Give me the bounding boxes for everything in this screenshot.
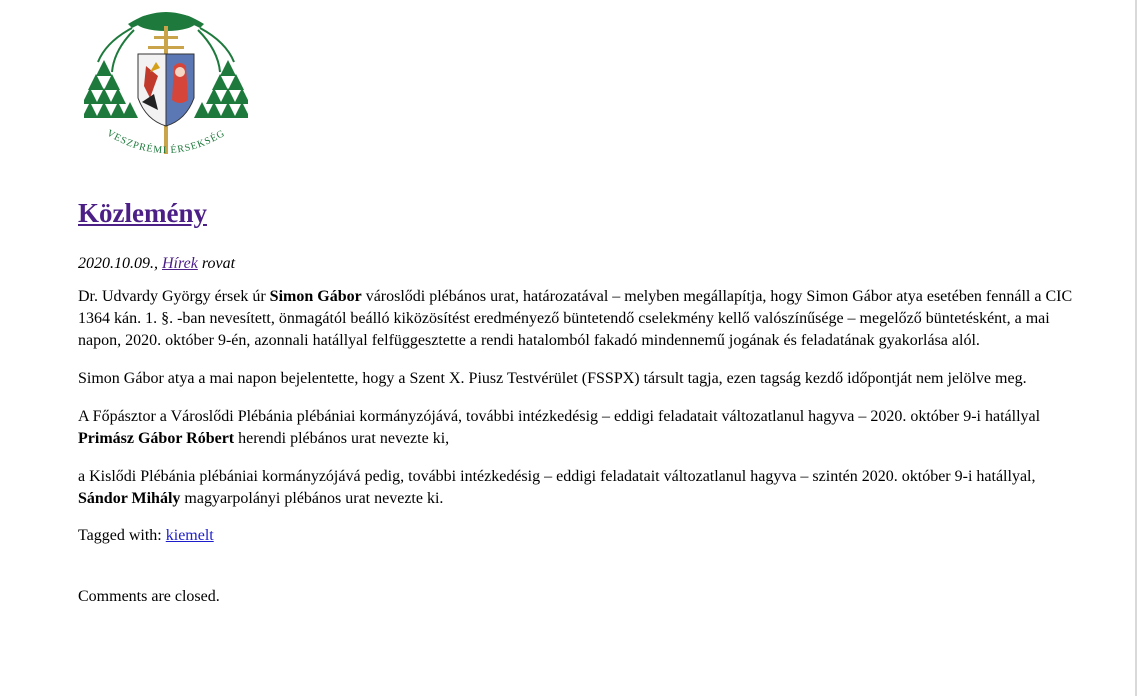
comments-status: Comments are closed. [78, 588, 220, 605]
post-paragraph [78, 286, 1078, 352]
left-tassels-icon [84, 60, 138, 118]
shield-icon [138, 54, 194, 126]
post-tags [78, 526, 1078, 546]
bold-name: Sándor Mihály [78, 490, 181, 507]
category-suffix: rovat [201, 255, 236, 272]
paragraph-text: Simon Gábor atya a mai napon bejelentette, hogy a Szent X. Piusz Testvérület (FSSPX) társult tagja, ezen tagság kezdő időpontját nem jelölve meg. [78, 370, 1027, 387]
post-title-link[interactable]: Közlemény [78, 198, 207, 228]
tag-link[interactable]: kiemelt [165, 527, 214, 544]
post-paragraph [78, 466, 1078, 510]
paragraph-text: A Főpásztor a Városlődi Plébánia plébániai kormányzójává, további intézkedésig – eddigi feladatait változatlanul hagyva – 2020. október 9-i hatállyal [78, 408, 1041, 425]
post-meta [78, 254, 1078, 274]
post-body [78, 286, 1078, 510]
tags-label: Tagged with: [78, 527, 162, 544]
post-title-heading [78, 195, 1078, 231]
bold-name: Primász Gábor Róbert [78, 430, 235, 447]
post [78, 195, 1078, 607]
post-paragraph [78, 368, 1078, 390]
post-paragraph [78, 406, 1078, 450]
archdiocese-logo[interactable] [84, 2, 248, 172]
paragraph-text: városlődi plébános urat, határozatával – melyben megállapítja, hogy Simon Gábor atya esetében fennáll a CIC 1364 kán. 1. §. -ban nevesített, önmagától beálló kiközösítést eredményező büntetendő cselekmény kellő valószínűsége – megelőző büntetésként, a mai napon, 2020. október 9-én, azonnali hatállyal felfüggesztette a rendi hatalomból fakadó mindennemű jogának és feladatának gyakorlása alól. [78, 288, 1073, 349]
bold-name: Simon Gábor [269, 288, 362, 305]
paragraph-text: a Kislődi Plébánia plébániai kormányzójává pedig, további intézkedésig – eddigi feladatait változatlanul hagyva – szintén 2020. október 9-i hatállyal, [78, 468, 1036, 485]
post-date: 2020.10.09., [78, 255, 158, 272]
category-link[interactable]: Hírek [162, 255, 198, 272]
paragraph-text: magyarpolányi plébános urat nevezte ki. [180, 490, 444, 507]
paragraph-text: Dr. Udvardy György érsek úr [78, 288, 270, 305]
paragraph-text: herendi plébános urat nevezte ki, [234, 430, 450, 447]
right-tassels-icon [194, 60, 248, 118]
logo-caption: VESZPRÉMI ÉRSEKSÉG [104, 127, 228, 157]
